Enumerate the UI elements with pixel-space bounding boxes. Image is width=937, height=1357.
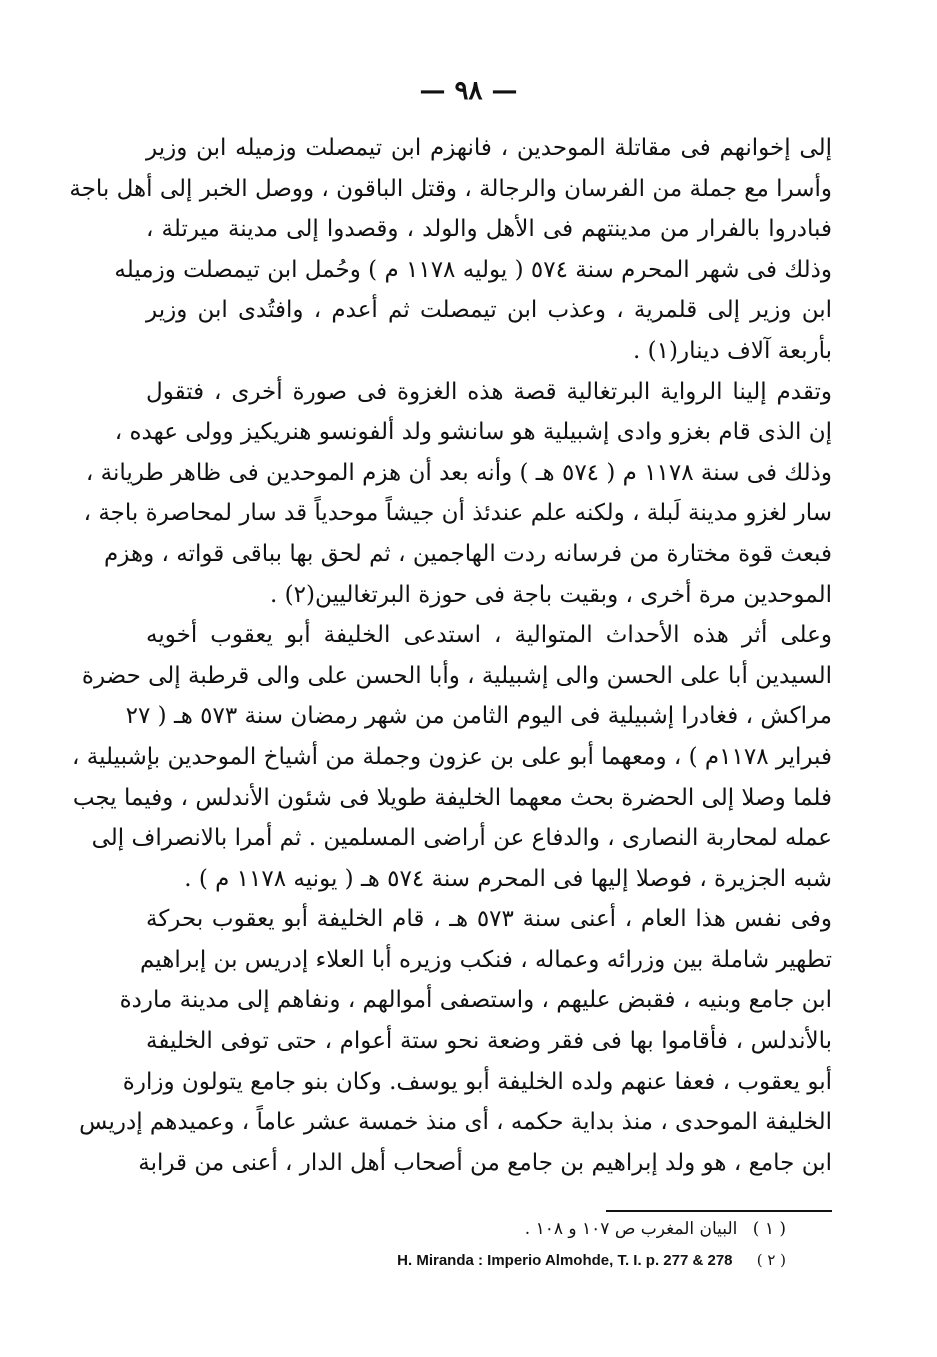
- footnote-mark: ( ٢ ): [756, 1251, 786, 1269]
- text-line: شبه الجزيرة ، فوصلا إليها فى المحرم سنة ٥٧٤ هـ ( يونيه ١١٧٨ م ) .: [184, 865, 832, 892]
- text-line: السيدين أبا على الحسن والى إشبيلية ، وأبا الحسن على والى قرطبة إلى حضرة: [81, 662, 832, 689]
- text-line: الخليفة الموحدى ، منذ بداية حكمه ، أى منذ خمسة عشر عاماً ، وعميدهم إدريس: [79, 1109, 832, 1136]
- text-line: إن الذى قام بغزو وادى إشبيلية هو سانشو ولد ألفونسو هنريكيز وولى عهده ،: [114, 419, 832, 446]
- paragraph: [79, 899, 832, 1183]
- paragraph: [69, 128, 832, 372]
- text-line: إلى إخوانهم فى مقاتلة الموحدين ، فانهزم ابن تيمصلت وزميله ابن وزير: [146, 135, 832, 161]
- text-line: وفى نفس هذا العام ، أعنى سنة ٥٧٣ هـ ، قام الخليفة أبو يعقوب بحركة: [146, 906, 832, 933]
- text-line: وتقدم إلينا الرواية البرتغالية قصة هذه الغزوة فى صورة أخرى ، فتقول: [146, 378, 832, 405]
- text-line: وعلى أثر هذه الأحداث المتوالية ، استدعى الخليفة أبو يعقوب أخويه: [146, 622, 832, 649]
- text-line: فلما وصلا إلى الحضرة بحث معهما الخليفة طويلا فى شئون الأندلس ، وفيما يجب: [72, 784, 832, 811]
- page-number: — ٩٨ —: [419, 76, 518, 106]
- text-line: الموحدين مرة أخرى ، وبقيت باجة فى حوزة البرتغاليين(٢) .: [270, 581, 832, 608]
- text-line: ابن جامع وبنيه ، فقبض عليهم ، واستصفى أموالهم ، ونفاهم إلى مدينة ماردة: [119, 987, 832, 1014]
- text-line: فبادروا بالفرار من مدينتهم فى الأهل والولد ، وقصدوا إلى مدينة ميرتلة ،: [146, 216, 832, 243]
- footnote-2: [280, 1248, 786, 1273]
- text-line: فبراير ١١٧٨م ) ، ومعهما أبو على بن عزون وجملة من أشياخ الموحدين بإشبيلية ،: [72, 743, 832, 770]
- text-line: عمله لمحاربة النصارى ، والدفاع عن أراضى المسلمين . ثم أمرا بالانصراف إلى: [91, 825, 832, 852]
- text-line: سار لغزو مدينة لَبلة ، ولكنه علم عندئذ أن جيشاً موحدياً قد سار لمحاصرة باجة ،: [83, 500, 832, 527]
- footnote-mark: ( ١ ): [752, 1219, 786, 1239]
- text-line: وأسرا مع جملة من الفرسان والرجالة ، وقتل الباقون ، ووصل الخبر إلى أهل باجة: [69, 175, 832, 202]
- footnote-divider: [606, 1210, 832, 1212]
- text-line: تطهير شاملة بين وزرائه وعماله ، فنكب وزيره أبا العلاء إدريس بن إبراهيم: [140, 946, 832, 973]
- body-text: [69, 128, 832, 1183]
- text-line: وذلك فى سنة ١١٧٨ م ( ٥٧٤ هـ ) وأنه بعد أن هزم الموحدين فى ظاهر طريانة ،: [85, 459, 832, 486]
- text-line: أبو يعقوب ، فعفا عنهم ولده الخليفة أبو يوسف. وكان بنو جامع يتولون وزارة: [122, 1068, 832, 1095]
- text-line: ابن جامع ، هو ولد إبراهيم بن جامع من أصحاب أهل الدار ، أعنى من قرابة: [138, 1149, 832, 1176]
- text-line: بالأندلس ، فأقاموا بها فى فقر وضعة نحو ستة أعوام ، حتى توفى الخليفة: [146, 1028, 832, 1055]
- paragraph: [72, 615, 832, 899]
- text-line: وذلك فى شهر المحرم سنة ٥٧٤ ( يوليه ١١٧٨ م ) وحُمل ابن تيمصلت وزميله: [114, 256, 832, 283]
- text-line: مراكش ، فغادرا إشبيلية فى اليوم الثامن من شهر رمضان سنة ٥٧٣ هـ ( ٢٧: [125, 703, 832, 730]
- paragraph: [83, 372, 832, 616]
- footnote-text: البيان المغرب ص ١٠٧ و ١٠٨ .: [524, 1219, 738, 1239]
- footnote-text: H. Miranda : Imperio Almohde, T. I. p. 277 & 278: [397, 1252, 733, 1269]
- text-line: ابن وزير إلى قلمرية ، وعذب ابن تيمصلت ثم أعدم ، وافتُدى ابن وزير: [146, 297, 832, 324]
- text-line: فبعث قوة مختارة من فرسانه ردت الهاجمين ، ثم لحق بها بباقى قواته ، وهزم: [104, 540, 832, 567]
- text-line: بأربعة آلاف دينار(١) .: [633, 337, 832, 364]
- footnote-1: [360, 1216, 786, 1242]
